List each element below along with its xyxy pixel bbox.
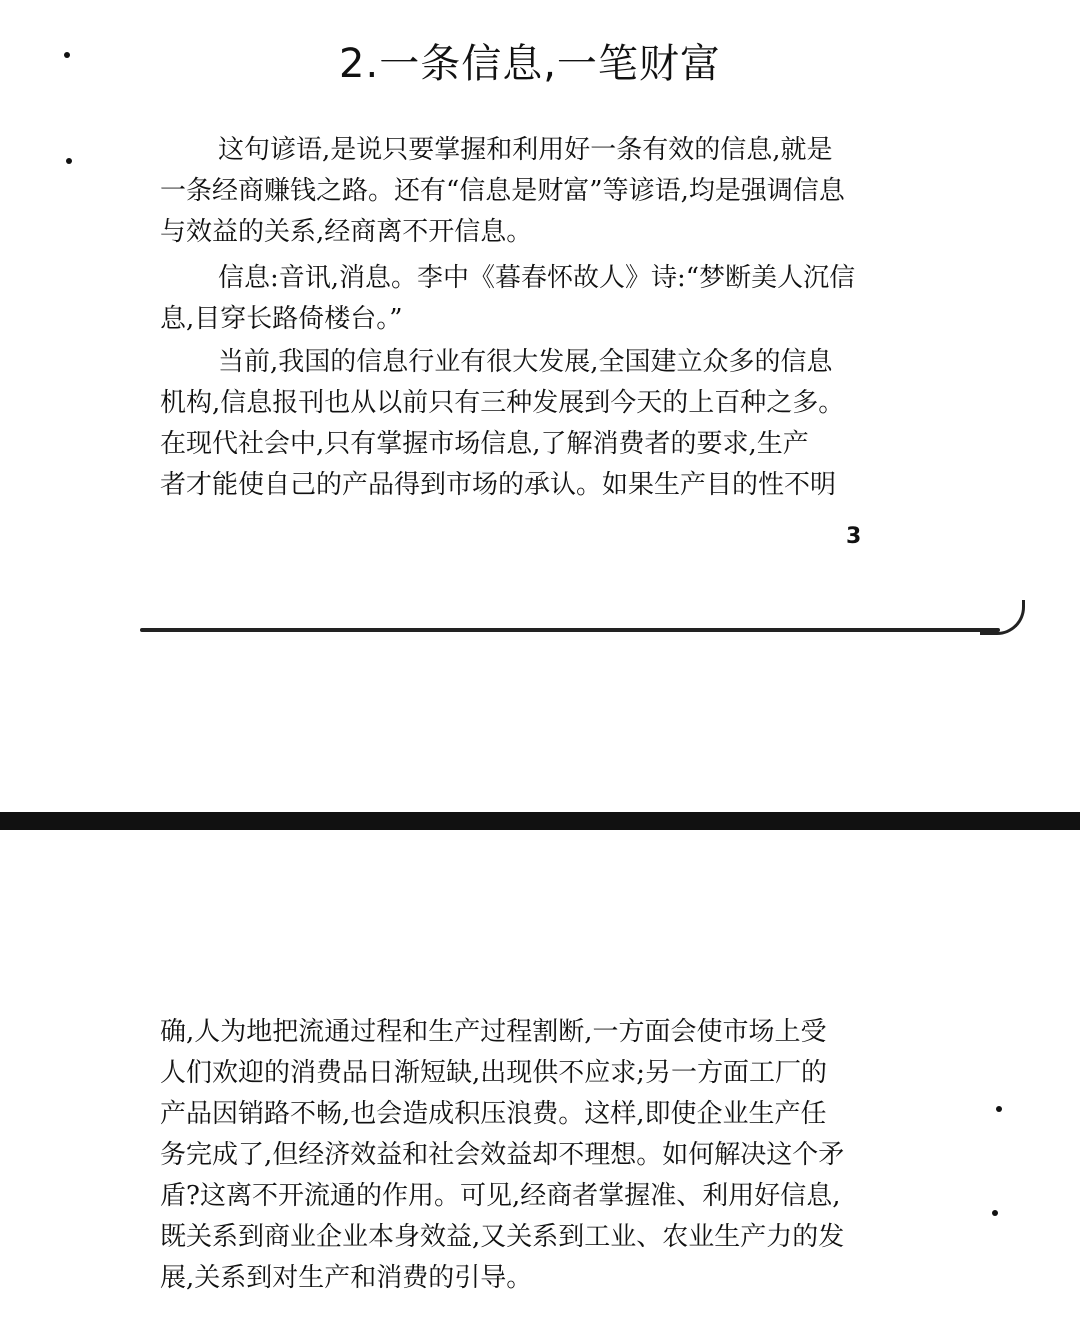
page-title: 2.一条信息,一笔财富 — [339, 41, 721, 87]
paragraph-4 — [160, 1012, 890, 1299]
scan-speck — [66, 158, 72, 164]
paragraph-1 — [160, 130, 902, 253]
text-line: 展,关系到对生产和消费的引导。 — [160, 1263, 533, 1293]
text-line: 在现代社会中,只有掌握市场信息,了解消费者的要求,生产 — [160, 429, 809, 459]
scan-speck — [64, 52, 70, 58]
scan-speck — [996, 1106, 1002, 1112]
text-line: 产品因销路不畅,也会造成积压浪费。这样,即使企业生产任 — [160, 1099, 827, 1129]
text-line: 确,人为地把流通过程和生产过程割断,一方面会使市场上受 — [160, 1017, 827, 1047]
text-line: 人们欢迎的消费品日渐短缺,出现供不应求;另一方面工厂的 — [160, 1058, 828, 1088]
text-line: 这句谚语,是说只要掌握和利用好一条有效的信息,就是 — [218, 135, 833, 165]
page-number: 3 — [846, 524, 862, 549]
text-line: 者才能使自己的产品得到市场的承认。如果生产目的性不明 — [160, 470, 837, 500]
paragraph-3 — [160, 342, 902, 506]
text-line: 当前,我国的信息行业有很大发展,全国建立众多的信息 — [218, 347, 833, 377]
text-line: 盾?这离不开流通的作用。可见,经商者掌握准、利用好信息, — [160, 1181, 841, 1211]
page-curl-corner — [980, 600, 1025, 635]
text-line: 机构,信息报刊也从以前只有三种发展到今天的上百种之多。 — [160, 388, 845, 418]
text-line: 信息:音讯,消息。李中《暮春怀故人》诗:“梦断美人沉信 — [218, 263, 856, 293]
scan-speck — [992, 1210, 998, 1216]
text-line: 务完成了,但经济效益和社会效益却不理想。如何解决这个矛 — [160, 1140, 845, 1170]
page-edge-line — [140, 628, 1000, 632]
text-line: 息,目穿长路倚楼台。” — [160, 304, 403, 334]
paragraph-2 — [160, 258, 902, 340]
text-line: 与效益的关系,经商离不开信息。 — [160, 217, 533, 247]
text-line: 既关系到商业企业本身效益,又关系到工业、农业生产力的发 — [160, 1222, 845, 1252]
text-line: 一条经商赚钱之路。还有“信息是财富”等谚语,均是强调信息 — [160, 176, 845, 206]
page-separator — [0, 812, 1080, 830]
